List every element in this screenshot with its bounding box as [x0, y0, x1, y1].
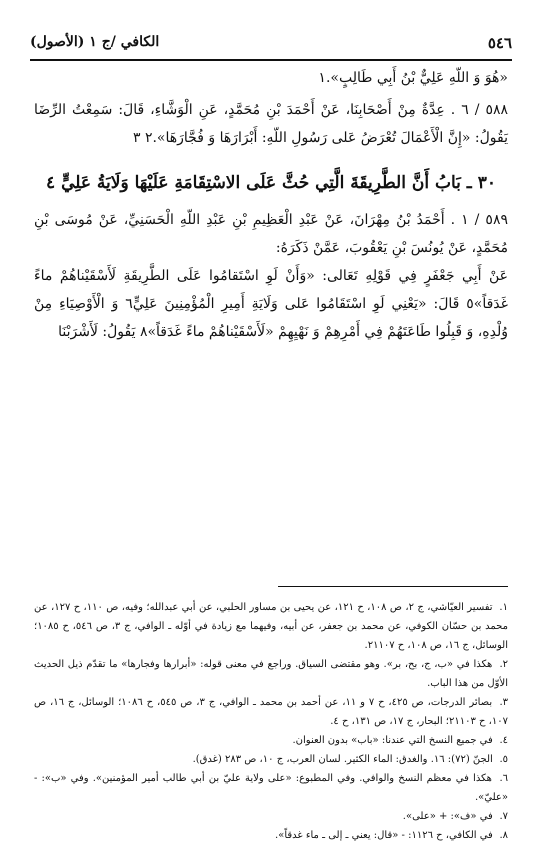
footnote-number: ٨. [499, 830, 508, 841]
footnote-text: في الكافي، ح ١١٢٦: - «قال: يعني ـ إلى ـ ماء غدقاً». [275, 830, 493, 841]
footnote-1 [34, 598, 508, 655]
footnote-text: تفسير العيّاشي، ج ٢، ص ١٠٨، ح ١٢١، عن يحيى بن مساور الحلبي، عن أبي عبدالله؛ وفيه، ص ١١٠، ح ١٢٧، عن محمد بن حسّان الكوفي، عن محمد بن جعفر، عن أبيه، وفيهما مع زيادة في أوّله ـ الوافي، ج ٣، ص ٥٤٦، ح ١٠٨٥؛ الوسائل، ج ١٦، ص ١٠٨، ح ٢١١٠٧. [34, 602, 508, 651]
footnote-2 [34, 655, 508, 693]
footnote-text: بصائر الدرجات، ص ٤٢٥، ح ٧ و ١١، عن أحمد بن محمد ـ الوافي، ج ٣، ص ٥٤٥، ح ١٠٨٦؛ الوسائل، ج ١٦، ص ١٠٧، ح ٢١١٠٣؛ البحار، ج ١٧، ص ١٣١، ح ٤. [34, 697, 508, 727]
footnote-number: ٥. [499, 754, 508, 765]
footnote-text: هكذا في معظم النسخ والوافي. وفي المطبوع: «على ولاية عليّ بن أبي طالب أمير المؤمنين». وفي «ب»: - «عليّ». [34, 773, 508, 803]
hadith-589-chain: ٥٨٩ / ١ . أَحْمَدُ بْنُ مِهْرَانَ، عَنْ عَبْدِ الْعَظِيمِ بْنِ عَبْدِ اللّهِ الْحَسَنِيِّ، عَنْ مُوسَى بْنِ مُحَمَّدٍ، عَنْ يُونُسَ بْنِ يَعْقُوبَ، عَمَّنْ ذَكَرَهُ: [34, 212, 508, 256]
header-rule [30, 59, 512, 61]
hadith-588: ٥٨٨ / ٦ . عِدَّةٌ مِنْ أَصْحَابِنَا، عَنْ أَحْمَدَ بْنِ مُحَمَّدٍ، عَنِ الْوَشَّاءِ، قَالَ: سَمِعْتُ الرِّضَا يَقُولُ: «إِنَّ الْأَعْمَالَ تُعْرَضُ عَلى رَسُولِ اللّهِ: أَبْرَارَهَا وَ فُجَّارَهَا».٢ ٣ [34, 102, 509, 146]
page-number: ٥٤٦ [487, 34, 512, 52]
footnote-7 [34, 807, 508, 826]
hadith-589-text: عَنْ أَبِي جَعْفَرٍ فِي قَوْلِهِ تَعَالى: «وَأَنْ لَوِ اسْتَقامُوا عَلَى الطَّرِيقَةِ لَأَسْقَيْناهُمْ ماءً غَدَقاً»٥ قَالَ: «يَعْنِي لَوِ اسْتَقَامُوا عَلى وَلَايَةِ أَمِيرِ الْمُؤْمِنِينَ عَلِيٍّ٦ وَ الْأَوْصِيَاءِ مِنْ وُلْدِهِ، وَ قَبِلُوا طَاعَتَهُمْ فِي أَمْرِهِمْ وَ نَهْيِهِمْ «لَأَسْقَيْناهُمْ ماءً غَدَقاً»٨ يَقُولُ: لَأَشْرَبْنَا [34, 268, 508, 340]
footnote-number: ٤. [499, 735, 508, 746]
footnote-number: ٧. [499, 811, 508, 822]
paragraph-1: «هُوَ وَ اللّهِ عَلِيٌّ بْنُ أَبِي طَالِبٍ».١ [318, 70, 508, 86]
footnote-text: هكذا في «ب، ج، بح، بر». وهو مقتضى السياق. وراجع في معنى قوله: «أبرارها وفجارها» ما تقدّم ذيل الحديث الأوّل من هذا الباب. [34, 659, 508, 689]
footnote-text: في «ف»: + «على». [402, 811, 493, 822]
running-title: الكافي /ج ١ (الأصول) [30, 34, 160, 50]
footnotes [34, 598, 508, 845]
page-header [30, 34, 512, 56]
footnote-rule [278, 586, 508, 587]
footnote-3 [34, 693, 508, 731]
footnote-text: في جميع النسخ التي عندنا: «باب» بدون العنوان. [292, 735, 493, 746]
footnote-number: ١. [499, 602, 508, 613]
footnote-text: الجنّ (٧٢): ١٦. والغدق: الماء الكثير. لسان العرب، ج ١٠، ص ٢٨٣ (غدق). [192, 754, 493, 765]
footnote-5 [34, 750, 508, 769]
footnote-number: ٦. [499, 773, 508, 784]
footnote-number: ٢. [499, 659, 508, 670]
footnote-8 [34, 826, 508, 845]
chapter-title: ٣٠ ـ بَابُ أَنَّ الطَّرِيقَةَ الَّتِي حُثَّ عَلَى الاسْتِقَامَةِ عَلَيْهَا وَلَايَةُ عَلِيٍّ ٤ [46, 173, 496, 193]
footnote-number: ٣. [499, 697, 509, 708]
footnote-4 [34, 731, 508, 750]
main-text [34, 64, 508, 346]
footnote-6 [34, 769, 508, 807]
